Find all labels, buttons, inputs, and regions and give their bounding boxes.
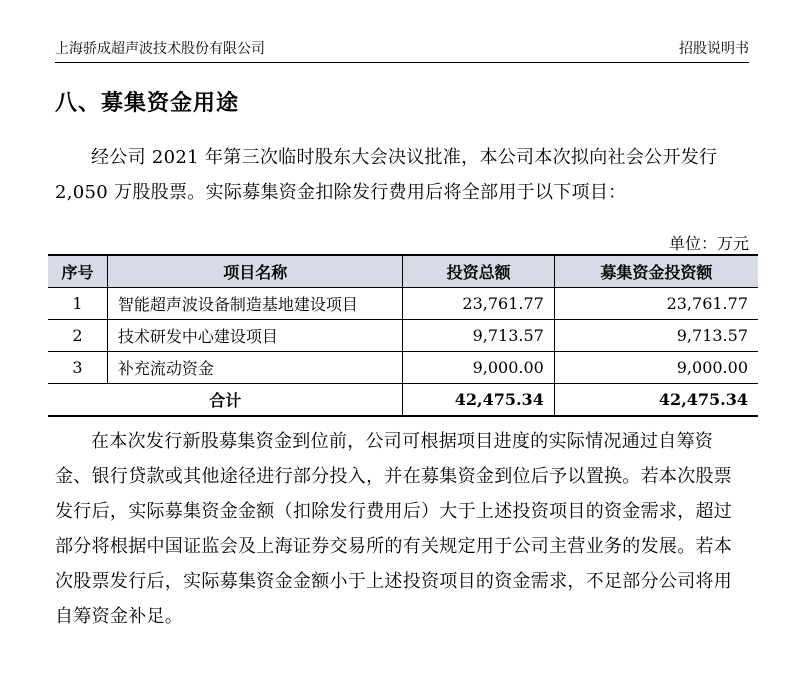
row-no: 3 bbox=[48, 352, 107, 384]
table-total-row bbox=[48, 384, 758, 417]
company-name: 上海骄成超声波技术股份有限公司 bbox=[55, 41, 265, 57]
row-project-name: 智能超声波设备制造基地建设项目 bbox=[107, 288, 403, 320]
header-raised-investment: 募集资金投资额 bbox=[554, 255, 758, 288]
header-project-name: 项目名称 bbox=[107, 255, 403, 288]
intro-paragraph: 经公司 2021 年第三次临时股东大会决议批准，本公司本次拟向社会公开发行 2,050 万股股票。实际募集资金扣除发行费用后将全部用于以下项目： bbox=[55, 147, 718, 203]
header-no: 序号 bbox=[48, 255, 107, 288]
table-row bbox=[48, 288, 758, 320]
document-type: 招股说明书 bbox=[679, 41, 749, 57]
closing-paragraph: 在本次发行新股募集资金到位前，公司可根据项目进度的实际情况通过自筹资金、银行贷款或其他途径进行部分投入，并在募集资金到位后予以置换。若本次股票发行后，实际募集资金金额（扣除发行费用后）大于上述投资项目的资金需求，超过部分将根据中国证监会及上海证券交易所的有关规定用于公司主营业务的发展。若本次股票发行后，实际募集资金金额小于上述投资项目的资金需求，不足部分公司将用自筹资金补足。 bbox=[55, 431, 733, 627]
row-no: 2 bbox=[48, 320, 107, 352]
row-total-investment: 9,000.00 bbox=[403, 352, 554, 384]
row-project-name: 补充流动资金 bbox=[107, 352, 403, 384]
row-total-investment: 23,761.77 bbox=[403, 288, 554, 320]
row-raised-investment: 9,713.57 bbox=[554, 320, 758, 352]
total-investment: 42,475.34 bbox=[403, 384, 554, 417]
table-header-row bbox=[48, 255, 758, 288]
table-row bbox=[48, 320, 758, 352]
row-project-name: 技术研发中心建设项目 bbox=[107, 320, 403, 352]
total-raised-investment: 42,475.34 bbox=[554, 384, 758, 417]
fund-usage-table bbox=[48, 254, 758, 417]
row-total-investment: 9,713.57 bbox=[403, 320, 554, 352]
table-row bbox=[48, 352, 758, 384]
page-header bbox=[55, 38, 749, 63]
row-raised-investment: 23,761.77 bbox=[554, 288, 758, 320]
row-no: 1 bbox=[48, 288, 107, 320]
total-label: 合计 bbox=[48, 384, 403, 417]
header-total-investment: 投资总额 bbox=[403, 255, 554, 288]
unit-label: 单位：万元 bbox=[668, 234, 749, 253]
row-raised-investment: 9,000.00 bbox=[554, 352, 758, 384]
section-title: 八、募集资金用途 bbox=[55, 91, 240, 116]
